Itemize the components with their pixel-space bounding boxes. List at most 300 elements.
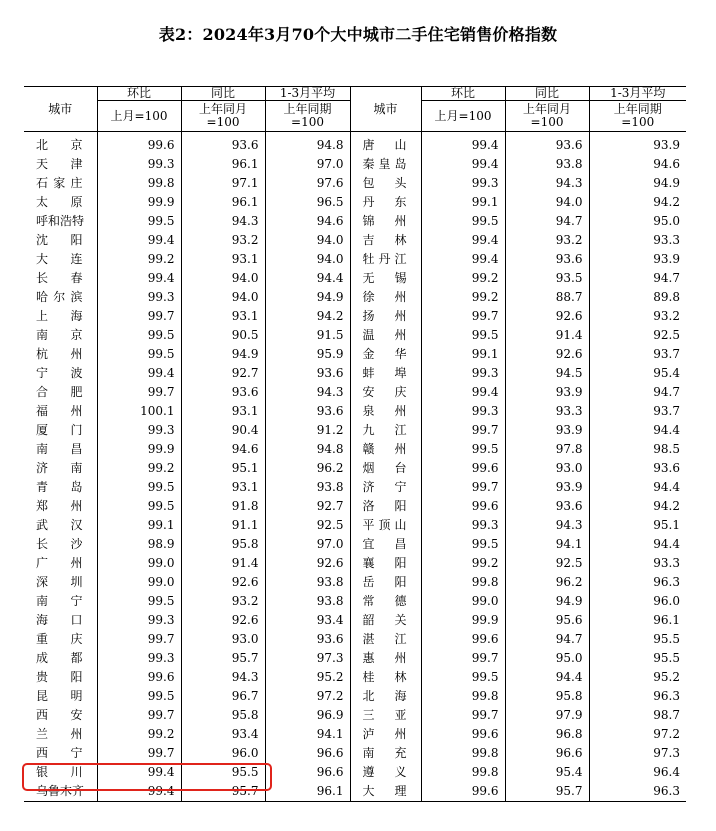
city-left-cell: 大连 <box>36 252 83 266</box>
avg-right-cell: 96.3 <box>589 687 686 706</box>
table-row <box>24 421 686 440</box>
city-right-cell: 大理 <box>350 782 421 802</box>
city-right-cell: 桂林 <box>350 668 421 687</box>
yoy-left-cell: 97.1 <box>181 174 265 193</box>
table-body <box>24 132 686 802</box>
city-right-cell: 锦州 <box>350 212 421 231</box>
mom-left-cell: 100.1 <box>97 402 181 421</box>
city-left-cell: 哈尔滨 <box>36 290 83 304</box>
city-left-cell: 贵阳 <box>36 670 83 684</box>
yoy-left-cell: 95.7 <box>181 782 265 802</box>
yoy-base-right-line1: 上年同月 <box>522 102 571 116</box>
yoy-right-cell: 94.4 <box>505 668 589 687</box>
mom-right-cell: 99.8 <box>421 744 505 763</box>
mom-left-cell: 99.5 <box>97 345 181 364</box>
avg-left-cell: 94.0 <box>265 250 350 269</box>
city-left-cell: 南京 <box>36 328 83 342</box>
city-left-cell: 成都 <box>36 651 83 665</box>
table-row <box>24 193 686 212</box>
avg-right-cell: 92.5 <box>589 326 686 345</box>
avg-right-cell: 97.2 <box>589 725 686 744</box>
yoy-right-cell: 96.8 <box>505 725 589 744</box>
city-right-cell: 湛江 <box>350 630 421 649</box>
yoy-left-cell: 96.1 <box>181 155 265 174</box>
yoy-right-cell: 95.6 <box>505 611 589 630</box>
city-right-cell: 北海 <box>350 687 421 706</box>
table-row <box>24 687 686 706</box>
mom-left-cell: 99.2 <box>97 459 181 478</box>
city-left-cell: 深圳 <box>36 575 83 589</box>
avg-left-cell: 91.2 <box>265 421 350 440</box>
yoy-left-cell: 91.1 <box>181 516 265 535</box>
yoy-base <box>181 101 265 132</box>
city-left-cell: 长沙 <box>36 537 83 551</box>
city-left-cell: 福州 <box>36 404 83 418</box>
city-right-cell: 襄阳 <box>350 554 421 573</box>
avg-right-cell: 95.2 <box>589 668 686 687</box>
city-right-cell: 扬州 <box>350 307 421 326</box>
yoy-right-cell: 93.5 <box>505 269 589 288</box>
mom-base-right: 上月=100 <box>421 101 505 132</box>
table-row <box>24 250 686 269</box>
yoy-right-cell: 95.0 <box>505 649 589 668</box>
mom-left-cell: 99.4 <box>97 269 181 288</box>
mom-left-cell: 99.4 <box>97 763 181 782</box>
yoy-right-cell: 94.7 <box>505 630 589 649</box>
table-row <box>24 706 686 725</box>
table-row <box>24 649 686 668</box>
table-row <box>24 611 686 630</box>
table-row <box>24 307 686 326</box>
city-left-cell: 西安 <box>36 708 83 722</box>
city-right-cell: 三亚 <box>350 706 421 725</box>
avg-left-cell: 94.0 <box>265 231 350 250</box>
avg-left-cell: 92.5 <box>265 516 350 535</box>
mom-left-cell: 99.4 <box>97 364 181 383</box>
yoy-right-cell: 96.6 <box>505 744 589 763</box>
mom-right-cell: 99.3 <box>421 402 505 421</box>
mom-right-cell: 99.9 <box>421 611 505 630</box>
table-row <box>24 383 686 402</box>
avg-right-cell: 94.7 <box>589 383 686 402</box>
avg-left-cell: 94.2 <box>265 307 350 326</box>
yoy-left-cell: 94.9 <box>181 345 265 364</box>
mom-right-cell: 99.6 <box>421 459 505 478</box>
table-row <box>24 668 686 687</box>
yoy-right-cell: 96.2 <box>505 573 589 592</box>
yoy-header: 同比 <box>181 87 265 101</box>
city-left-cell: 石家庄 <box>36 176 83 190</box>
yoy-left-cell: 90.4 <box>181 421 265 440</box>
avg-right-cell: 96.0 <box>589 592 686 611</box>
mom-header: 环比 <box>97 87 181 101</box>
avg-right-cell: 93.6 <box>589 459 686 478</box>
city-right-cell: 牡丹江 <box>350 250 421 269</box>
table-row <box>24 288 686 307</box>
table-row <box>24 554 686 573</box>
avg-left-cell: 95.9 <box>265 345 350 364</box>
mom-left-cell: 99.0 <box>97 554 181 573</box>
yoy-base-line2: =100 <box>206 115 240 129</box>
mom-left-cell: 99.3 <box>97 288 181 307</box>
avg-left-cell: 93.6 <box>265 364 350 383</box>
mom-left-cell: 99.9 <box>97 440 181 459</box>
avg-left-cell: 94.4 <box>265 269 350 288</box>
avg-right-cell: 93.9 <box>589 132 686 156</box>
city-right-cell: 吉林 <box>350 231 421 250</box>
yoy-left-cell: 93.1 <box>181 307 265 326</box>
avg-left-cell: 97.0 <box>265 535 350 554</box>
city-right-cell: 唐山 <box>350 132 421 156</box>
yoy-right-cell: 93.6 <box>505 497 589 516</box>
mom-right-cell: 99.7 <box>421 421 505 440</box>
yoy-right-cell: 93.9 <box>505 421 589 440</box>
city-right-cell: 宜昌 <box>350 535 421 554</box>
city-right-cell: 烟台 <box>350 459 421 478</box>
yoy-right-cell: 93.9 <box>505 478 589 497</box>
yoy-right-cell: 94.9 <box>505 592 589 611</box>
mom-right-cell: 99.4 <box>421 383 505 402</box>
yoy-left-cell: 93.0 <box>181 630 265 649</box>
avg-left-cell: 93.8 <box>265 573 350 592</box>
mom-left-cell: 99.2 <box>97 250 181 269</box>
yoy-left-cell: 93.1 <box>181 250 265 269</box>
city-left-cell: 南昌 <box>36 442 83 456</box>
mom-left-cell: 99.1 <box>97 516 181 535</box>
yoy-base-right <box>505 101 589 132</box>
table-row <box>24 535 686 554</box>
yoy-left-cell: 93.6 <box>181 383 265 402</box>
yoy-right-cell: 88.7 <box>505 288 589 307</box>
city-left-cell: 武汉 <box>36 518 83 532</box>
city-left-cell: 呼和浩特 <box>36 214 85 228</box>
yoy-left-cell: 93.2 <box>181 592 265 611</box>
city-left-cell: 宁波 <box>36 366 83 380</box>
city-left-cell: 厦门 <box>36 423 83 437</box>
city-right-cell: 遵义 <box>350 763 421 782</box>
avg-right-cell: 94.4 <box>589 535 686 554</box>
avg-right-cell: 89.8 <box>589 288 686 307</box>
city-right-cell: 包头 <box>350 174 421 193</box>
yoy-left-cell: 92.6 <box>181 573 265 592</box>
yoy-header-right: 同比 <box>505 87 589 101</box>
city-left-cell: 广州 <box>36 556 83 570</box>
mom-left-cell: 99.8 <box>97 174 181 193</box>
avg-right-cell: 94.9 <box>589 174 686 193</box>
table-row <box>24 212 686 231</box>
mom-left-cell: 99.7 <box>97 744 181 763</box>
yoy-right-cell: 94.1 <box>505 535 589 554</box>
avg-right-cell: 95.1 <box>589 516 686 535</box>
avg-base-right <box>589 101 686 132</box>
mom-right-cell: 99.5 <box>421 668 505 687</box>
yoy-left-cell: 93.2 <box>181 231 265 250</box>
mom-left-cell: 99.5 <box>97 687 181 706</box>
avg-left-cell: 93.6 <box>265 402 350 421</box>
avg-right-cell: 96.4 <box>589 763 686 782</box>
avg-right-cell: 94.2 <box>589 497 686 516</box>
mom-left-cell: 99.5 <box>97 592 181 611</box>
table-row <box>24 440 686 459</box>
mom-left-cell: 99.9 <box>97 193 181 212</box>
table-row <box>24 630 686 649</box>
city-right-cell: 惠州 <box>350 649 421 668</box>
mom-right-cell: 99.0 <box>421 592 505 611</box>
city-right-cell: 韶关 <box>350 611 421 630</box>
mom-right-cell: 99.5 <box>421 440 505 459</box>
avg-left-cell: 92.6 <box>265 554 350 573</box>
mom-left-cell: 99.4 <box>97 782 181 802</box>
city-right-cell: 安庆 <box>350 383 421 402</box>
avg-header-right: 1-3月平均 <box>589 87 686 101</box>
avg-left-cell: 96.9 <box>265 706 350 725</box>
city-left-cell: 北京 <box>36 138 83 152</box>
city-right-cell: 平顶山 <box>350 516 421 535</box>
avg-right-cell: 95.5 <box>589 649 686 668</box>
city-left-cell: 银川 <box>36 765 83 779</box>
mom-right-cell: 99.6 <box>421 497 505 516</box>
table-title: 表2：2024年3月70个大中城市二手住宅销售价格指数 <box>158 25 558 44</box>
yoy-base-line1: 上年同月 <box>198 102 247 116</box>
avg-left-cell: 96.6 <box>265 744 350 763</box>
city-right-cell: 温州 <box>350 326 421 345</box>
avg-right-cell: 96.3 <box>589 782 686 802</box>
avg-left-cell: 96.6 <box>265 763 350 782</box>
yoy-left-cell: 94.3 <box>181 668 265 687</box>
table-row <box>24 326 686 345</box>
price-index-table <box>24 86 686 802</box>
yoy-left-cell: 95.7 <box>181 649 265 668</box>
city-left-cell: 南宁 <box>36 594 83 608</box>
yoy-left-cell: 90.5 <box>181 326 265 345</box>
table-row <box>24 269 686 288</box>
yoy-left-cell: 95.8 <box>181 706 265 725</box>
city-left-cell: 长春 <box>36 271 83 285</box>
mom-right-cell: 99.1 <box>421 345 505 364</box>
yoy-right-cell: 95.8 <box>505 687 589 706</box>
city-left-cell: 郑州 <box>36 499 83 513</box>
city-left-cell: 上海 <box>36 309 83 323</box>
city-right-cell: 金华 <box>350 345 421 364</box>
mom-header-right: 环比 <box>421 87 505 101</box>
highlight-box <box>22 763 272 791</box>
yoy-right-cell: 93.6 <box>505 250 589 269</box>
avg-base-right-line2: =100 <box>621 115 655 129</box>
avg-right-cell: 95.0 <box>589 212 686 231</box>
yoy-left-cell: 92.6 <box>181 611 265 630</box>
yoy-right-cell: 92.5 <box>505 554 589 573</box>
yoy-left-cell: 92.7 <box>181 364 265 383</box>
yoy-right-cell: 93.2 <box>505 231 589 250</box>
mom-left-cell: 99.2 <box>97 725 181 744</box>
mom-right-cell: 99.2 <box>421 554 505 573</box>
avg-left-cell: 93.8 <box>265 592 350 611</box>
yoy-right-cell: 93.6 <box>505 132 589 156</box>
avg-right-cell: 97.3 <box>589 744 686 763</box>
yoy-left-cell: 94.0 <box>181 288 265 307</box>
table-row <box>24 725 686 744</box>
avg-right-cell: 93.2 <box>589 307 686 326</box>
yoy-right-cell: 92.6 <box>505 345 589 364</box>
city-header-right: 城市 <box>350 87 421 132</box>
mom-right-cell: 99.1 <box>421 193 505 212</box>
mom-left-cell: 99.0 <box>97 573 181 592</box>
mom-left-cell: 99.7 <box>97 307 181 326</box>
avg-left-cell: 91.5 <box>265 326 350 345</box>
table-row <box>24 364 686 383</box>
avg-right-cell: 94.4 <box>589 421 686 440</box>
avg-right-cell: 93.3 <box>589 554 686 573</box>
city-right-cell: 岳阳 <box>350 573 421 592</box>
city-left-cell: 重庆 <box>36 632 83 646</box>
yoy-right-cell: 97.8 <box>505 440 589 459</box>
mom-left-cell: 99.6 <box>97 132 181 156</box>
yoy-left-cell: 95.8 <box>181 535 265 554</box>
yoy-right-cell: 95.4 <box>505 763 589 782</box>
table-row <box>24 497 686 516</box>
yoy-right-cell: 93.8 <box>505 155 589 174</box>
table-row <box>24 132 686 156</box>
yoy-right-cell: 94.7 <box>505 212 589 231</box>
yoy-left-cell: 96.0 <box>181 744 265 763</box>
yoy-base-right-line2: =100 <box>530 115 564 129</box>
mom-left-cell: 99.5 <box>97 497 181 516</box>
avg-left-cell: 94.6 <box>265 212 350 231</box>
yoy-left-cell: 94.6 <box>181 440 265 459</box>
avg-left-cell: 93.6 <box>265 630 350 649</box>
avg-left-cell: 94.8 <box>265 440 350 459</box>
city-left-cell: 天津 <box>36 157 83 171</box>
yoy-left-cell: 94.0 <box>181 269 265 288</box>
avg-right-cell: 98.5 <box>589 440 686 459</box>
table-row <box>24 592 686 611</box>
table-row <box>24 174 686 193</box>
city-right-cell: 洛阳 <box>350 497 421 516</box>
avg-left-cell: 93.4 <box>265 611 350 630</box>
city-header: 城市 <box>24 87 97 132</box>
city-left-cell: 兰州 <box>36 727 83 741</box>
mom-right-cell: 99.4 <box>421 231 505 250</box>
mom-right-cell: 99.3 <box>421 364 505 383</box>
city-left-cell: 西宁 <box>36 746 83 760</box>
table-row <box>24 231 686 250</box>
mom-right-cell: 99.3 <box>421 174 505 193</box>
city-right-cell: 南充 <box>350 744 421 763</box>
table-row <box>24 402 686 421</box>
city-left-cell: 海口 <box>36 613 83 627</box>
mom-left-cell: 99.3 <box>97 421 181 440</box>
yoy-left-cell: 96.7 <box>181 687 265 706</box>
mom-left-cell: 99.3 <box>97 649 181 668</box>
mom-right-cell: 99.8 <box>421 573 505 592</box>
mom-right-cell: 99.7 <box>421 307 505 326</box>
mom-right-cell: 99.4 <box>421 155 505 174</box>
yoy-right-cell: 93.0 <box>505 459 589 478</box>
avg-base-line2: =100 <box>291 115 324 129</box>
avg-right-cell: 96.3 <box>589 573 686 592</box>
city-right-cell: 无锡 <box>350 269 421 288</box>
yoy-left-cell: 93.6 <box>181 132 265 156</box>
avg-left-cell: 96.1 <box>265 782 350 802</box>
mom-left-cell: 98.9 <box>97 535 181 554</box>
table-row <box>24 516 686 535</box>
city-left-cell: 青岛 <box>36 480 83 494</box>
mom-right-cell: 99.8 <box>421 763 505 782</box>
avg-left-cell: 94.8 <box>265 132 350 156</box>
avg-left-cell: 92.7 <box>265 497 350 516</box>
city-right-cell: 泉州 <box>350 402 421 421</box>
city-left-cell: 济南 <box>36 461 83 475</box>
avg-right-cell: 94.7 <box>589 269 686 288</box>
mom-left-cell: 99.7 <box>97 630 181 649</box>
avg-right-cell: 98.7 <box>589 706 686 725</box>
yoy-right-cell: 97.9 <box>505 706 589 725</box>
yoy-left-cell: 95.5 <box>181 763 265 782</box>
yoy-left-cell: 93.1 <box>181 402 265 421</box>
mom-left-cell: 99.3 <box>97 611 181 630</box>
avg-right-cell: 94.6 <box>589 155 686 174</box>
city-right-cell: 秦皇岛 <box>350 155 421 174</box>
city-left-cell: 昆明 <box>36 689 83 703</box>
mom-left-cell: 99.5 <box>97 212 181 231</box>
table-row <box>24 478 686 497</box>
mom-right-cell: 99.5 <box>421 212 505 231</box>
city-right-cell: 九江 <box>350 421 421 440</box>
table-row <box>24 345 686 364</box>
mom-right-cell: 99.4 <box>421 132 505 156</box>
mom-left-cell: 99.7 <box>97 706 181 725</box>
avg-left-cell: 96.5 <box>265 193 350 212</box>
mom-right-cell: 99.6 <box>421 782 505 802</box>
mom-right-cell: 99.7 <box>421 649 505 668</box>
avg-right-cell: 95.5 <box>589 630 686 649</box>
city-right-cell: 赣州 <box>350 440 421 459</box>
yoy-left-cell: 95.1 <box>181 459 265 478</box>
city-right-cell: 常德 <box>350 592 421 611</box>
mom-left-cell: 99.5 <box>97 326 181 345</box>
yoy-right-cell: 91.4 <box>505 326 589 345</box>
avg-right-cell: 93.7 <box>589 345 686 364</box>
yoy-left-cell: 96.1 <box>181 193 265 212</box>
yoy-left-cell: 94.3 <box>181 212 265 231</box>
mom-base: 上月=100 <box>97 101 181 132</box>
avg-right-cell: 93.3 <box>589 231 686 250</box>
mom-right-cell: 99.2 <box>421 288 505 307</box>
yoy-right-cell: 92.6 <box>505 307 589 326</box>
city-right-cell: 蚌埠 <box>350 364 421 383</box>
avg-header: 1-3月平均 <box>265 87 350 101</box>
avg-left-cell: 97.2 <box>265 687 350 706</box>
avg-right-cell: 96.1 <box>589 611 686 630</box>
mom-left-cell: 99.5 <box>97 478 181 497</box>
avg-right-cell: 94.4 <box>589 478 686 497</box>
avg-right-cell: 95.4 <box>589 364 686 383</box>
avg-left-cell: 94.3 <box>265 383 350 402</box>
avg-base <box>265 101 350 132</box>
avg-left-cell: 94.9 <box>265 288 350 307</box>
mom-right-cell: 99.3 <box>421 516 505 535</box>
city-right-cell: 徐州 <box>350 288 421 307</box>
table-row <box>24 459 686 478</box>
avg-left-cell: 97.6 <box>265 174 350 193</box>
city-right-cell: 丹东 <box>350 193 421 212</box>
avg-base-right-line1: 上年同期 <box>613 102 662 116</box>
avg-right-cell: 93.7 <box>589 402 686 421</box>
avg-left-cell: 93.8 <box>265 478 350 497</box>
mom-right-cell: 99.6 <box>421 725 505 744</box>
mom-left-cell: 99.4 <box>97 231 181 250</box>
yoy-left-cell: 93.4 <box>181 725 265 744</box>
